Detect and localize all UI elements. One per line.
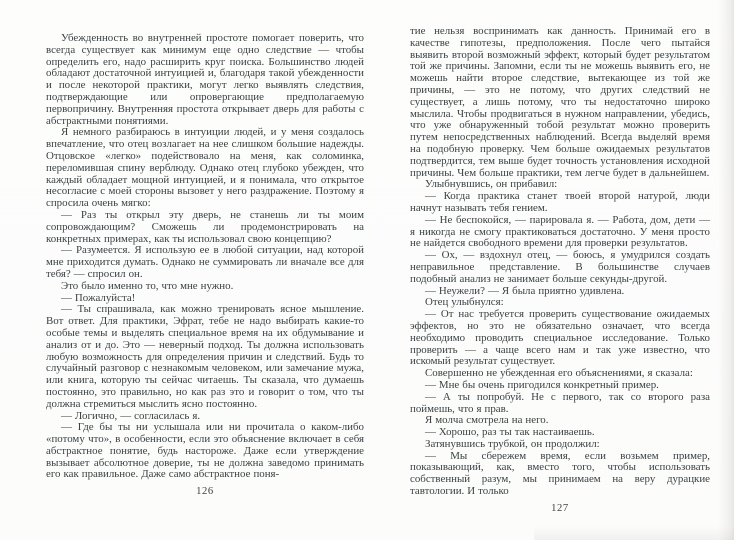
page-edge-right <box>718 0 734 540</box>
paragraph: Я молча смотрела на него. <box>425 414 549 427</box>
paragraph: Улыбнувшись, он прибавил: <box>425 178 558 191</box>
paragraph: — Ох, — вздохнул отец, — боюсь, я умудрился создать неправильное представление. В большинстве случаев подобный анализ не занимает больше секунды-другой. <box>410 249 710 285</box>
left-page-text <box>46 33 364 481</box>
right-page-number: 127 <box>551 502 569 514</box>
paragraph: — Ты спрашивала, как можно тренировать ясное мышление. Вот ответ. Для практики, Эфрат, тебе не надо выбирать какие-то особые темы и выделять специальное время на их обдумывание и анализ от и до. Это — неверный подход. Ты должна использовать любую возможность для определения причин и следствий. Будь то случайный разговор с незнакомым человеком, или замечание мужа, или книга, которую ты сейчас читаешь. Ты сказала, что думаешь постоянно, это правильно, но как раз это и говорит о том, что ты должна стремиться мыслить ясно постоянно. <box>46 303 364 410</box>
paragraph: — Мы сбережем время, если возьмем пример, показывающий, как, вместо того, чтобы использовать собственный разум, мы принимаем на веру дурацкие тавтологии. И только <box>410 449 710 498</box>
left-page <box>46 33 364 497</box>
paragraph: Совершенно не убежденная его объяснениями, я сказала: <box>425 367 693 380</box>
right-page-text <box>410 26 710 498</box>
page-edge-bottom <box>534 526 734 540</box>
paragraph: — Когда практика станет твоей второй натурой, люди начнут называть тебя гением. <box>410 190 710 214</box>
paragraph: — Раз ты открыл эту дверь, не станешь ли ты моим сопровождающим? Сможешь ли продемонстрировать на конкретных примерах, как ты использовал свою концепцию? <box>46 208 364 245</box>
paragraph: Я немного разбираюсь в интуиции людей, и у меня создалось впечатление, что отец возлагает на нее слишком большие надежды. Отцовское «легко» подействовало на меня, как соломинка, переломившая спину верблюду. Однако отец глубоко убежден, что каждый обладает мощной интуицией, и я понимала, что открытое несогласие с моей стороны вызовет у него раздражение. Поэтому я спросила очень мягко: <box>46 126 364 210</box>
paragraph: Это было именно то, что мне нужно. <box>61 279 234 292</box>
paragraph: Убежденность во внутренней простоте помогает поверить, что всегда существует как минимум еще одно следствие — чтобы определить его, надо расширить круг поиска. Большинство людей обладают достаточной интуицией и, благодаря такой убежденности и после некоторой практики, могут легко выявлять следствия, подтверждающие или опровергающие предполагаемую первопричину. Внутренняя простота открывает дверь для работы с абстрактными понятиями. <box>46 32 364 127</box>
paragraph: — Логично, — согласилась я. <box>61 409 201 422</box>
paragraph: — Пожалуйста! <box>61 291 136 304</box>
paragraph: — Мне бы очень пригодился конкретный пример. <box>425 378 659 391</box>
paragraph: — Не беспокойся, — парировала я. — Работа, дом, дети — я никогда не смогу практиковаться достаточно. У меня просто не найдется свободного времени для проверки результатов. <box>410 213 710 250</box>
right-page <box>410 26 710 514</box>
left-page-number: 126 <box>196 486 214 498</box>
paragraph: — От нас требуется проверить существование ожидаемых эффектов, но это не обязательно означает, что всегда необходимо проводить специальное исследование. Только проверить — а чаще всего нам и так уже известно, что искомый результат существует. <box>410 308 710 368</box>
paragraph: тие нельзя воспринимать как данность. Принимай его в качестве гипотезы, предположения. После чего пытайся выявить второй возможный эффект, который будет результатом той же причины. Запомни, если ты не можешь выявить его, не можешь найти второе следствие, вытекающее из той же причины, — это не потому, что других следствий не существует, а лишь потому, что ты недостаточно широко мыслила. Чтобы продвигаться в нужном направлении, убедись, что уже обнаруженный тобой результат можно проверить путем непосредственных наблюдений. Всегда выделяй время на подобную проверку. Чем больше ожидаемых результатов подтвердится, тем выше будет точность установления исходной причины. Чем больше практики, тем легче будет в дальнейшем. <box>410 25 710 179</box>
paragraph: — Неужели? — Я была приятно удивлена. <box>425 284 625 297</box>
paragraph: — А ты попробуй. Не с первого, так со второго раза поймешь, что я прав. <box>410 390 710 415</box>
paragraph: Затянувшись трубкой, он продолжил: <box>425 437 600 450</box>
paragraph: Отец улыбнулся: <box>425 296 504 309</box>
paragraph: — Где бы ты ни услышала или ни прочитала о каком-либо «потому что», в особенности, если это объяснение включает в себя абстрактное понятие, будь настороже. Даже если утверждение вызывает абсолютное доверие, ты не должна заведомо принимать его как правильное. Даже само абстрактное поня- <box>46 421 364 481</box>
paragraph: — Хорошо, раз ты так настаиваешь. <box>425 426 595 439</box>
paragraph: — Разумеется. Я использую ее в любой ситуации, над которой мне приходится думать. Однако не суммировать ли вначале все для тебя? — спросил он. <box>46 244 364 280</box>
